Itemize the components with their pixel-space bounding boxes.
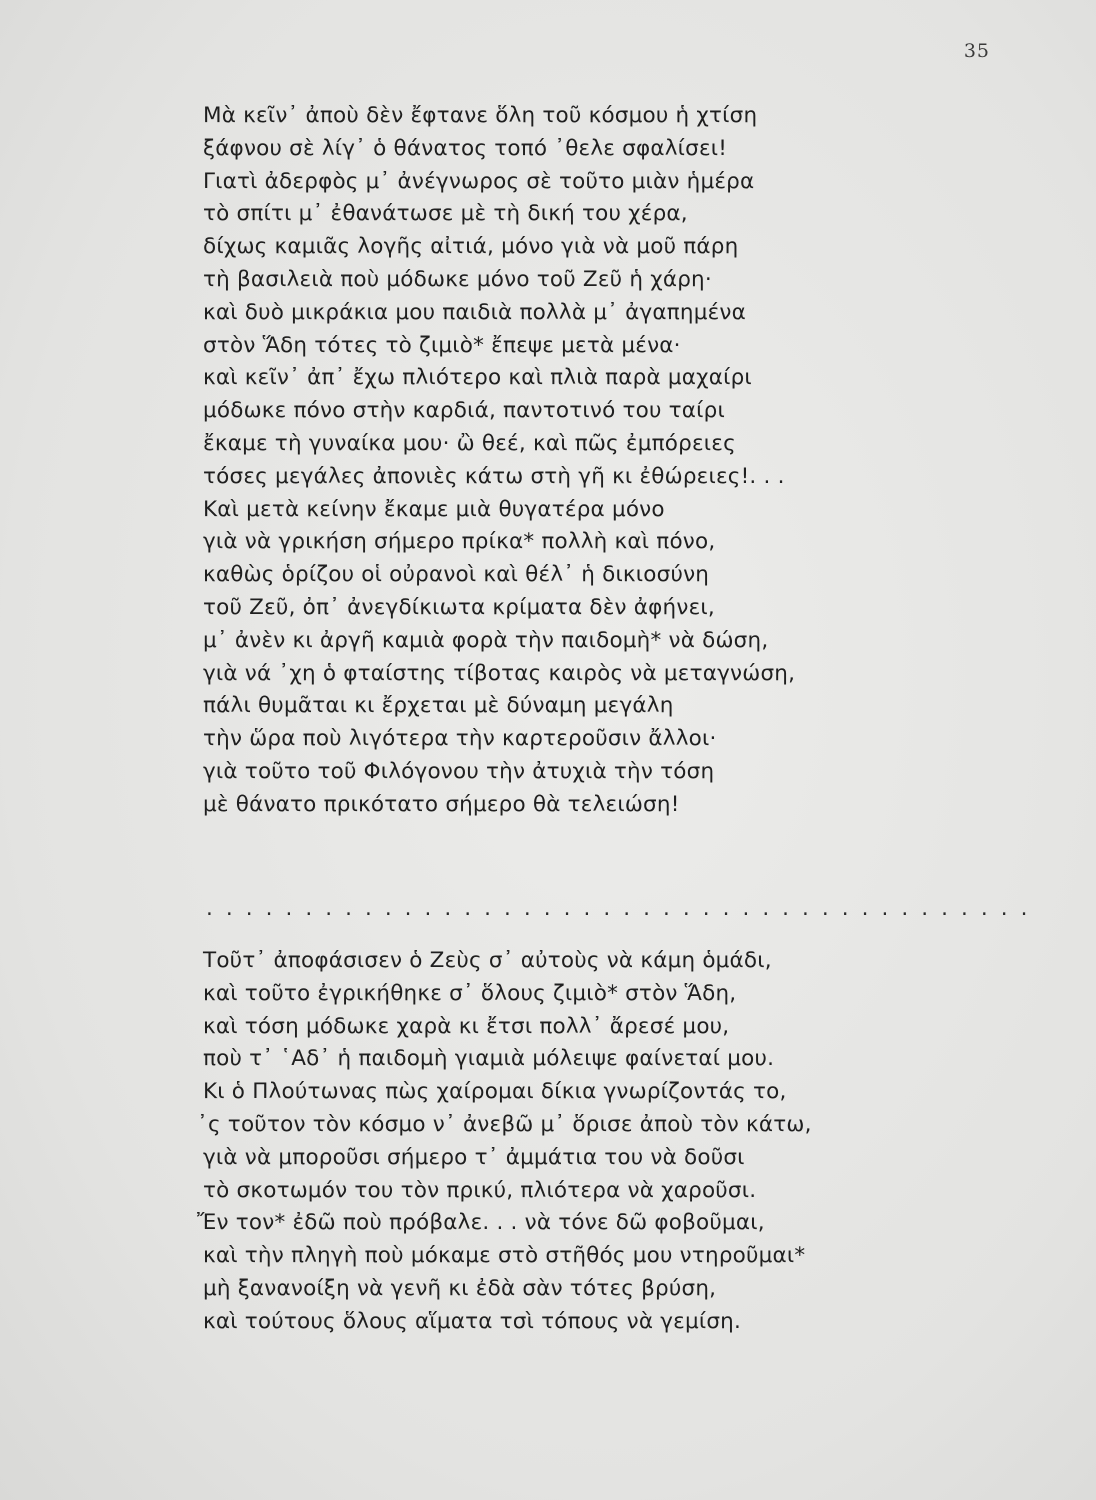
verse-line: καὶ τὴν πληγὴ ποὺ μόκαμε στὸ στῆθός μου ντηροῦμαι* bbox=[203, 1243, 806, 1269]
verse-line: μὲ θάνατο πρικότατο σήμερο θὰ τελειώση! bbox=[203, 791, 680, 817]
verse-line: δίχως καμιᾶς λογῆς αἰτιά, μόνο γιὰ νὰ μοῦ πάρη bbox=[203, 234, 739, 260]
page-number: 35 bbox=[963, 40, 990, 62]
verse-line: Μὰ κεῖν᾽ ἀποὺ δὲν ἔφτανε ὅλη τοῦ κόσμου ἡ χτίση bbox=[203, 103, 758, 128]
verse-line: καὶ κεῖν᾽ ἀπ᾽ ἔχω πλιότερο καὶ πλιὰ παρὰ μαχαίρι bbox=[203, 365, 752, 391]
verse-line: τὸ σπίτι μ᾽ ἐθανάτωσε μὲ τὴ δική του χέρα, bbox=[203, 201, 688, 227]
verse-line: πάλι θυμᾶται κι ἔρχεται μὲ δύναμη μεγάλη bbox=[203, 693, 674, 719]
verse-line: Καὶ μετὰ κείνην ἔκαμε μιὰ θυγατέρα μόνο bbox=[203, 496, 665, 522]
verse-line: Κι ὁ Πλούτωνας πὼς χαίρομαι δίκια γνωρίζοντάς το, bbox=[203, 1079, 787, 1105]
verse-line: μ᾽ ἀνὲν κι ἀργῆ καμιὰ φορὰ τὴν παιδομὴ* νὰ δώση, bbox=[203, 627, 769, 653]
verse-line: γιὰ νά ᾽χη ὁ φταίστης τίβοτας καιρὸς νὰ μεταγνώση, bbox=[203, 660, 796, 686]
stanza-2 bbox=[0, 945, 812, 1339]
verse-line: γιὰ νὰ γρικήση σήμερο πρίκα* πολλὴ καὶ πόνο, bbox=[203, 529, 716, 555]
verse-line: γιὰ τοῦτο τοῦ Φιλόγονου τὴν ἀτυχιὰ τὴν τόση bbox=[203, 758, 715, 784]
verse-line: καὶ τοῦτο ἐγρικήθηκε σ᾽ ὅλους ζιμιὸ* στὸν Ἅδη, bbox=[203, 980, 737, 1006]
verse-line: ξάφνου σὲ λίγ᾽ ὁ θάνατος τοπό ᾽θελε σφαλίσει! bbox=[203, 135, 728, 161]
verse-line: Ἔν τον* ἐδῶ ποὺ πρόβαλε. . . νὰ τόνε δῶ φοβοῦμαι, bbox=[197, 1210, 765, 1236]
verse-line: ποὺ τ᾽ ῾Αδ᾽ ἡ παιδομὴ γιαμιὰ μόλειψε φαίνεταί μου. bbox=[203, 1046, 775, 1072]
verse-line: τὴν ὥρα ποὺ λιγότερα τὴν καρτεροῦσιν ἄλλοι· bbox=[203, 726, 717, 752]
verse-line: ᾽ς τοῦτον τὸν κόσμο ν᾽ ἀνεβῶ μ᾽ ὅρισε ἀποὺ τὸν κάτω, bbox=[197, 1111, 812, 1137]
verse-line: μὴ ξανανοίξη νὰ γενῆ κι ἐδὰ σὰν τότες βρύση, bbox=[203, 1275, 717, 1301]
verse-line: Τοῦτ᾽ ἀποφάσισεν ὁ Ζεὺς σ᾽ αὐτοὺς νὰ κάμη ὁμάδι, bbox=[203, 948, 772, 973]
verse-line: καὶ δυὸ μικράκια μου παιδιὰ πολλὰ μ᾽ ἀγαπημένα bbox=[203, 299, 747, 325]
verse-line: τὸ σκοτωμόν του τὸν πρικύ, πλιότερα νὰ χαροῦσι. bbox=[203, 1177, 757, 1203]
verse-line: καὶ τόση μόδωκε χαρὰ κι ἔτσι πολλ᾽ ἄρεσέ μου, bbox=[203, 1013, 730, 1039]
verse-line: γιὰ νὰ μποροῦσι σήμερο τ᾽ ἀμμάτια του νὰ δοῦσι bbox=[203, 1144, 745, 1170]
verse-line: στὸν Ἅδη τότες τὸ ζιμιὸ* ἔπεψε μετὰ μένα· bbox=[203, 332, 681, 358]
verse-line: ἔκαμε τὴ γυναίκα μου· ὢ θεέ, καὶ πῶς ἐμπόρειες bbox=[203, 430, 736, 456]
verse-line: τόσες μεγάλες ἀπονιὲς κάτω στὴ γῆ κι ἐθώρειες!. . . bbox=[203, 463, 785, 489]
verse-line: καὶ τούτους ὅλους αἵματα τσὶ τόπους νὰ γεμίση. bbox=[203, 1308, 742, 1334]
stanza-1 bbox=[0, 100, 795, 822]
verse-line: μόδωκε πόνο στὴν καρδιά, παντοτινό του ταίρι bbox=[203, 398, 725, 424]
verse-line: Γιατὶ ἀδερφὸς μ᾽ ἀνέγνωρος σὲ τοῦτο μιὰν ἡμέρα bbox=[203, 168, 755, 194]
verse-line: τὴ βασιλειὰ ποὺ μόδωκε μόνο τοῦ Ζεῦ ἡ χάρη· bbox=[203, 266, 712, 292]
verse-line: καθὼς ὁρίζου οἱ οὐρανοὶ καὶ θέλ᾽ ἡ δικιοσύνη bbox=[203, 562, 710, 588]
verse-line: τοῦ Ζεῦ, ὀπ᾽ ἀνεγδίκιωτα κρίματα δὲν ἀφήνει, bbox=[203, 594, 715, 620]
ellipsis-separator: . . . . . . . . . . . . . . . . . . . . . . . . . . . . . . . . . . . . . . . . . . bbox=[206, 896, 1031, 921]
